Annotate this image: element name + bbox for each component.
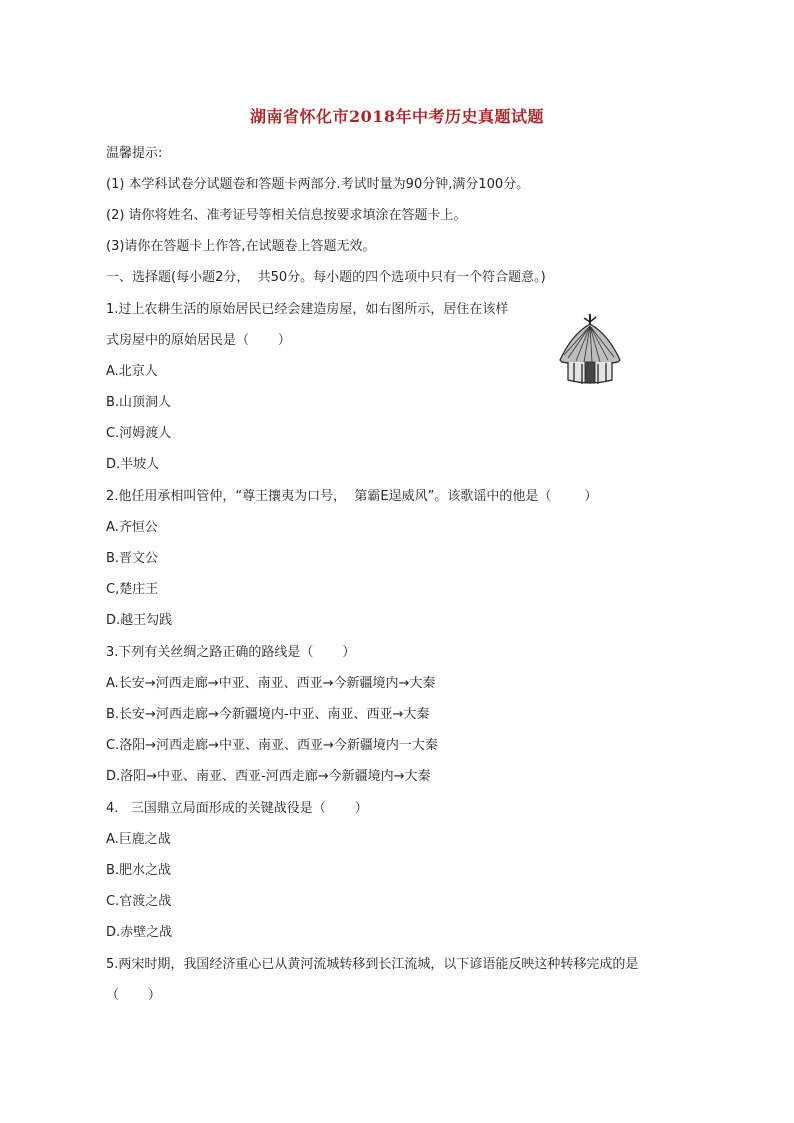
- answer-option: C,楚庄王: [106, 582, 159, 597]
- question-stem: 式房屋中的原始居民是（ ）: [106, 333, 291, 348]
- notice-item: (1) 本学科试卷分试题卷和答题卡两部分.考试时量为90分钟,满分100分。: [106, 177, 530, 192]
- answer-option: B.长安→河西走廊→今新疆境内-中亚、南亚、西亚→大秦: [106, 707, 430, 722]
- question-stem: 5.两宋时期，我国经济重心已从黄河流城转移到长江流城，以下谚语能反映这种转移完成的是: [106, 957, 639, 972]
- question-stem: 3.下列有关丝绸之路正确的路线是（ ）: [106, 645, 356, 660]
- section-heading: 一、选择题(每小题2分， 共50分。每小题的四个选项中只有一个符合题意。): [106, 270, 546, 285]
- answer-option: B.肥水之战: [106, 863, 172, 878]
- answer-option: A.巨鹿之战: [106, 832, 171, 847]
- question-stem: （ ）: [106, 988, 161, 1003]
- page-title: 湖南省怀化市2018年中考历史真题试题: [249, 107, 545, 126]
- question-stem: 1.过上农耕生活的原始居民已经会建造房屋，如右图所示，居住在该样: [106, 302, 509, 317]
- answer-option: B.晋文公: [106, 551, 159, 566]
- notice-item: (3)请你在答题卡上作答,在试题卷上答题无效。: [106, 239, 376, 254]
- answer-option: D.洛阳→中亚、南亚、西亚-河西走廊→今新疆境内→大秦: [106, 769, 431, 784]
- question-stem: 2.他任用承相叫管仲，“尊王攘夷为口号， 第霸E逞威风”。该歌谣中的他是（ ）: [106, 489, 598, 504]
- question-stem: 4. 三国鼎立局面形成的关键战役是（ ）: [106, 801, 368, 816]
- answer-option: C.洛阳→河西走廊→中亚、南亚、西亚→今新疆境内一大秦: [106, 738, 438, 753]
- answer-option: A.北京人: [106, 364, 158, 379]
- answer-option: D.越王勾践: [106, 613, 173, 628]
- answer-option: A.长安→河西走廊→中亚、南亚、西亚→今新疆境内→大秦: [106, 676, 436, 691]
- answer-option: D.半坡人: [106, 457, 160, 472]
- answer-option: C.河姆渡人: [106, 426, 172, 441]
- notice-item: (2) 请你将姓名、准考证号等相关信息按要求填涂在答题卡上。: [106, 208, 467, 223]
- answer-option: D.赤壁之战: [106, 925, 173, 940]
- answer-option: C.官渡之战: [106, 894, 172, 909]
- thatched-hut-icon: [558, 312, 622, 386]
- answer-option: B.山顶洞人: [106, 395, 172, 410]
- answer-option: A.齐恒公: [106, 520, 158, 535]
- notice-heading: 温馨提示:: [106, 146, 163, 161]
